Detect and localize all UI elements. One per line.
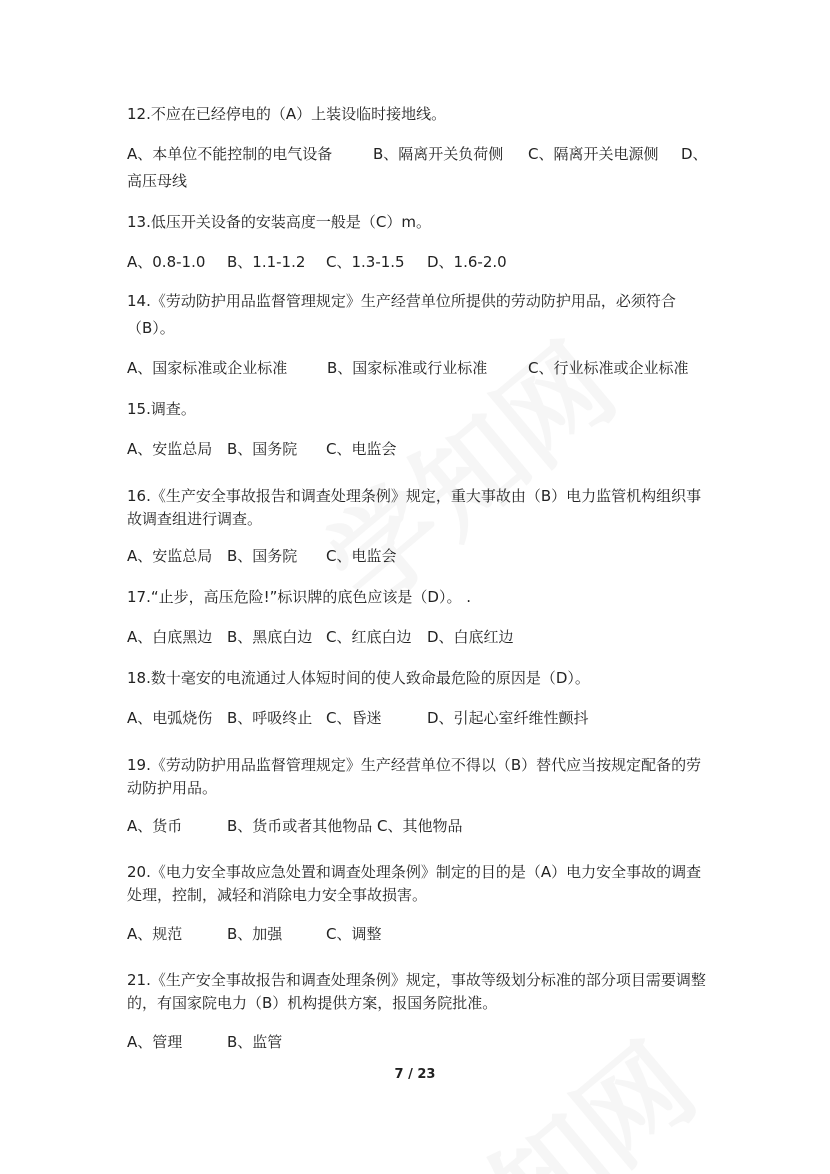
- page-indicator: 7 / 23: [394, 1067, 436, 1082]
- question-12-option-d-continued: 高压母线: [127, 172, 188, 190]
- option-a: A、国家标准或企业标准: [127, 359, 288, 377]
- option-c: C、调整: [326, 925, 382, 943]
- option-a: A、0.8-1.0: [127, 253, 206, 271]
- option-b: B、呼吸终止: [227, 709, 313, 727]
- option-a: A、白底黑边: [127, 628, 213, 646]
- option-b-c: B、货币或者其他物品 C、其他物品: [227, 817, 463, 835]
- question-15-stem: 15.调查。: [127, 400, 196, 418]
- option-a: A、规范: [127, 925, 183, 943]
- option-b: B、国务院: [227, 440, 298, 458]
- option-a: A、管理: [127, 1033, 183, 1051]
- option-d: D、白底红边: [427, 628, 514, 646]
- question-17-stem: 17.“止步，高压危险!”标识牌的底色应该是（D）。 .: [127, 588, 471, 606]
- option-c: C、电监会: [326, 547, 397, 565]
- watermark: [368, 1002, 722, 1174]
- option-c: C、行业标准或企业标准: [528, 359, 689, 377]
- option-b: B、黑底白边: [227, 628, 313, 646]
- option-d: D、: [681, 145, 708, 163]
- option-b: B、隔离开关负荷侧: [373, 145, 504, 163]
- question-16-stem-line-2: 故调查组进行调查。: [127, 510, 263, 528]
- option-b: B、加强: [227, 925, 283, 943]
- question-12-stem: 12.不应在已经停电的（A）上装设临时接地线。: [127, 105, 447, 123]
- option-a: A、安监总局: [127, 547, 213, 565]
- question-14-stem-line-1: 14.《劳动防护用品监督管理规定》生产经营单位所提供的劳动防护用品，必须符合: [127, 292, 676, 310]
- option-c: C、1.3-1.5: [326, 253, 405, 271]
- option-c: C、电监会: [326, 440, 397, 458]
- option-c: C、隔离开关电源侧: [528, 145, 659, 163]
- option-a: A、安监总局: [127, 440, 213, 458]
- option-b: B、国家标准或行业标准: [327, 359, 488, 377]
- question-20-stem-line-2: 处理，控制，减轻和消除电力安全事故损害。: [127, 886, 428, 904]
- option-d: D、1.6-2.0: [427, 253, 507, 271]
- option-c: C、红底白边: [326, 628, 412, 646]
- option-b: B、监管: [227, 1033, 283, 1051]
- option-a: A、电弧烧伤: [127, 709, 213, 727]
- question-19-stem-line-1: 19.《劳动防护用品监督管理规定》生产经营单位不得以（B）替代应当按规定配备的劳: [127, 756, 702, 774]
- question-18-stem: 18.数十毫安的电流通过人体短时间的使人致命最危险的原因是（D）。: [127, 669, 590, 687]
- question-19-stem-line-2: 动防护用品。: [127, 779, 218, 797]
- option-a: A、本单位不能控制的电气设备: [127, 145, 333, 163]
- question-16-stem-line-1: 16.《生产安全事故报告和调查处理条例》规定，重大事故由（B）电力监管机构组织事: [127, 487, 702, 505]
- question-13-stem: 13.低压开关设备的安装高度一般是（C）m。: [127, 213, 431, 231]
- option-d: D、引起心室纤维性颤抖: [427, 709, 589, 727]
- question-21-stem-line-2: 的，有国家院电力（B）机构提供方案，报国务院批准。: [127, 994, 498, 1012]
- question-21-stem-line-1: 21.《生产安全事故报告和调查处理条例》规定，事故等级划分标准的部分项目需要调整: [127, 971, 706, 989]
- option-b: B、国务院: [227, 547, 298, 565]
- question-20-stem-line-1: 20.《电力安全事故应急处置和调查处理条例》制定的目的是（A）电力安全事故的调查: [127, 863, 702, 881]
- option-c: C、昏迷: [326, 709, 382, 727]
- option-b: B、1.1-1.2: [227, 253, 306, 271]
- question-14-stem-line-2: （B）。: [127, 319, 175, 337]
- option-a: A、货币: [127, 817, 183, 835]
